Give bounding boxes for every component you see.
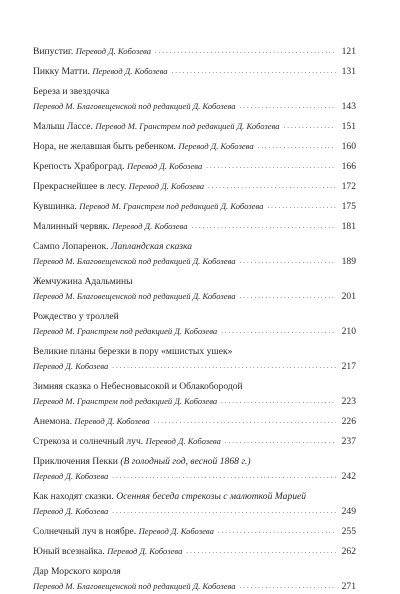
toc-page-number: 131 [341, 66, 356, 77]
toc-entry [33, 564, 356, 594]
toc-line [33, 159, 356, 174]
toc-line-text [33, 254, 236, 269]
toc-line [33, 274, 356, 289]
toc-entry [33, 179, 356, 194]
toc-subtitle: (В голодный год, весной 1868 г.) [120, 456, 251, 467]
toc-line [33, 469, 356, 484]
dot-leader [112, 358, 336, 368]
toc-line [33, 579, 356, 594]
dot-leader [112, 503, 336, 513]
toc-title: Как находят сказки. [33, 491, 114, 502]
toc-page-number: 226 [341, 416, 356, 427]
toc-page-number: 143 [341, 101, 356, 112]
toc-line-text [33, 359, 108, 374]
dot-leader [172, 63, 336, 73]
toc-subtitle: Лапландская сказка [110, 241, 193, 252]
toc-page-number: 175 [341, 201, 356, 212]
toc-entry [33, 199, 356, 214]
toc-subtitle: Осенняя беседа стрекозы с малюткой Марией [116, 491, 307, 502]
toc-title: Великие планы березки в пору «мшистых ушек» [33, 346, 233, 357]
toc-entry [33, 119, 356, 134]
toc-line-text [33, 219, 188, 234]
toc-title: Крепость Храброград. [33, 161, 125, 172]
toc-entry [33, 239, 356, 269]
dot-leader [155, 43, 336, 53]
toc-title: Юный всезнайка. [33, 546, 105, 557]
toc-entry [33, 454, 356, 484]
toc-line-text [33, 544, 182, 559]
table-of-contents [33, 44, 356, 594]
toc-page-number: 242 [341, 471, 356, 482]
dot-leader [240, 578, 336, 588]
toc-entry [33, 159, 356, 174]
toc-line [33, 414, 356, 429]
toc-page-number: 201 [341, 291, 356, 302]
toc-line [33, 309, 356, 324]
toc-entry [33, 84, 356, 114]
toc-translator: Перевод Д. Кобозева [112, 221, 188, 231]
toc-line-text [33, 379, 243, 394]
toc-translator: Перевод М. Гранстрем под редакцией Д. Кобозева [33, 396, 218, 406]
toc-title: Малыш Лассе. [33, 121, 93, 132]
toc-line-text [33, 199, 263, 214]
toc-translator: Перевод М. Благовещенской под редакцией Д. Кобозева [33, 256, 236, 266]
toc-translator: Перевод М. Гранстрем под редакцией Д. Кобозева [33, 326, 218, 336]
toc-line [33, 289, 356, 304]
toc-translator: Перевод Д. Кобозева [33, 506, 109, 516]
toc-line-text [33, 504, 108, 519]
toc-entry [33, 44, 356, 59]
dot-leader [218, 523, 336, 533]
dot-leader [154, 413, 336, 423]
toc-line [33, 119, 356, 134]
toc-translator: Перевод Д. Кобозева [128, 181, 205, 191]
dot-leader [225, 433, 336, 443]
toc-entry [33, 489, 356, 519]
toc-title: Рождество у троллей [33, 311, 119, 322]
toc-title: Кувшинка. [33, 201, 77, 212]
toc-page-number: 255 [341, 526, 356, 537]
toc-line [33, 254, 356, 269]
toc-page-number: 223 [341, 396, 356, 407]
toc-line [33, 44, 356, 59]
toc-translator: Перевод Д. Кобозева [178, 141, 254, 151]
toc-line [33, 454, 356, 469]
toc-line-text [33, 324, 217, 339]
toc-line [33, 544, 356, 559]
toc-line [33, 359, 356, 374]
toc-entry [33, 309, 356, 339]
toc-line-text [33, 139, 254, 154]
toc-line-text [33, 579, 236, 594]
toc-line-text [33, 524, 214, 539]
toc-translator: Перевод М. Гранстрем под редакцией Д. Кобозева [79, 201, 264, 211]
dot-leader [284, 118, 336, 128]
toc-entry [33, 344, 356, 374]
toc-title: Анемона. [33, 416, 72, 427]
toc-translator: Перевод М. Гранстрем под редакцией Д. Кобозева [95, 121, 280, 131]
toc-line [33, 199, 356, 214]
toc-title: Жемчужина Адальмины [33, 276, 133, 287]
toc-line-text [33, 414, 150, 429]
dot-leader [258, 138, 336, 148]
toc-title: Приключения Пекки [33, 456, 118, 467]
toc-page-number: 271 [341, 581, 356, 592]
dot-leader [221, 323, 336, 333]
toc-title: Зимняя сказка о Небесновысокой и Облакобородой [33, 381, 243, 392]
dot-leader [208, 178, 336, 188]
dot-leader [240, 288, 336, 298]
toc-translator: Перевод М. Благовещенской под редакцией Д. Кобозева [33, 101, 236, 111]
toc-line [33, 524, 356, 539]
toc-line [33, 344, 356, 359]
toc-title: Береза и звездочка [33, 86, 110, 97]
toc-line [33, 489, 356, 504]
toc-line [33, 219, 356, 234]
toc-line-text [33, 274, 133, 289]
toc-line-text [33, 289, 236, 304]
toc-entry [33, 544, 356, 559]
toc-line-text [33, 84, 109, 99]
toc-page-number: 166 [341, 161, 356, 172]
toc-line [33, 504, 356, 519]
toc-page-number: 121 [341, 46, 356, 57]
dot-leader [240, 98, 336, 108]
toc-translator: Перевод Д. Кобозева [74, 416, 150, 426]
toc-page-number: 189 [341, 256, 356, 267]
toc-page-number: 181 [341, 221, 356, 232]
toc-title: Малинный червяк. [33, 221, 110, 232]
toc-entry [33, 64, 356, 79]
toc-line-text [33, 434, 221, 449]
toc-translator: Перевод Д. Кобозева [75, 46, 152, 56]
toc-line-text [33, 564, 121, 579]
toc-translator: Перевод М. Благовещенской под редакцией Д. Кобозева [33, 581, 236, 591]
toc-page-number: 249 [341, 506, 356, 517]
toc-line-text [33, 239, 192, 254]
toc-translator: Перевод М. Благовещенской под редакцией Д. Кобозева [33, 291, 236, 301]
toc-line [33, 324, 356, 339]
toc-translator: Перевод Д. Кобозева [138, 526, 214, 536]
toc-translator: Перевод Д. Кобозева [92, 66, 168, 76]
toc-title: Пикку Матти. [33, 66, 90, 77]
toc-line [33, 379, 356, 394]
toc-line [33, 84, 356, 99]
toc-line [33, 239, 356, 254]
toc-title: Сампо Лопаренок. [33, 241, 109, 252]
dot-leader [112, 468, 336, 478]
toc-entry [33, 274, 356, 304]
toc-page-number: 262 [341, 546, 356, 557]
toc-line [33, 64, 356, 79]
dot-leader [186, 543, 336, 553]
toc-entry [33, 139, 356, 154]
toc-translator: Перевод Д. Кобозева [107, 546, 183, 556]
toc-line [33, 179, 356, 194]
toc-entry [33, 219, 356, 234]
toc-translator: Перевод Д. Кобозева [33, 471, 109, 481]
toc-entry [33, 414, 356, 429]
toc-entry [33, 434, 356, 449]
toc-line-text [33, 309, 119, 324]
toc-entry [33, 379, 356, 409]
toc-translator: Перевод Д. Кобозева [145, 436, 221, 446]
toc-line-text [33, 469, 108, 484]
dot-leader [192, 218, 337, 228]
toc-page-number: 210 [341, 326, 356, 337]
toc-page-number: 217 [341, 361, 356, 372]
dot-leader [206, 158, 336, 168]
toc-translator: Перевод Д. Кобозева [33, 361, 109, 371]
toc-line-text [33, 44, 151, 59]
toc-line [33, 99, 356, 114]
toc-line-text [33, 159, 202, 174]
toc-line-text [33, 119, 280, 134]
toc-line-text [33, 64, 168, 79]
toc-line-text [33, 489, 306, 504]
toc-title: Стрекоза и солнечный луч. [33, 436, 144, 447]
toc-page-number: 172 [341, 181, 356, 192]
toc-title: Прекраснейшее в лесу. [33, 181, 127, 192]
toc-page-number: 160 [341, 141, 356, 152]
toc-line [33, 139, 356, 154]
toc-entry [33, 524, 356, 539]
dot-leader [240, 253, 336, 263]
toc-page-number: 151 [341, 121, 356, 132]
toc-title: Дар Морского короля [33, 566, 121, 577]
toc-line-text [33, 99, 236, 114]
toc-title: Випустиг. [33, 46, 74, 57]
toc-line-text [33, 394, 217, 409]
dot-leader [221, 393, 336, 403]
toc-line [33, 434, 356, 449]
toc-line [33, 394, 356, 409]
toc-line [33, 564, 356, 579]
toc-title: Солнечный луч в ноябре. [33, 526, 137, 537]
toc-title: Нора, не желавшая быть ребенком. [33, 141, 176, 152]
toc-line-text [33, 179, 204, 194]
toc-line-text [33, 344, 232, 359]
dot-leader [267, 198, 336, 208]
toc-translator: Перевод Д. Кобозева [126, 161, 203, 171]
toc-line-text [33, 454, 251, 469]
toc-page-number: 237 [341, 436, 356, 447]
